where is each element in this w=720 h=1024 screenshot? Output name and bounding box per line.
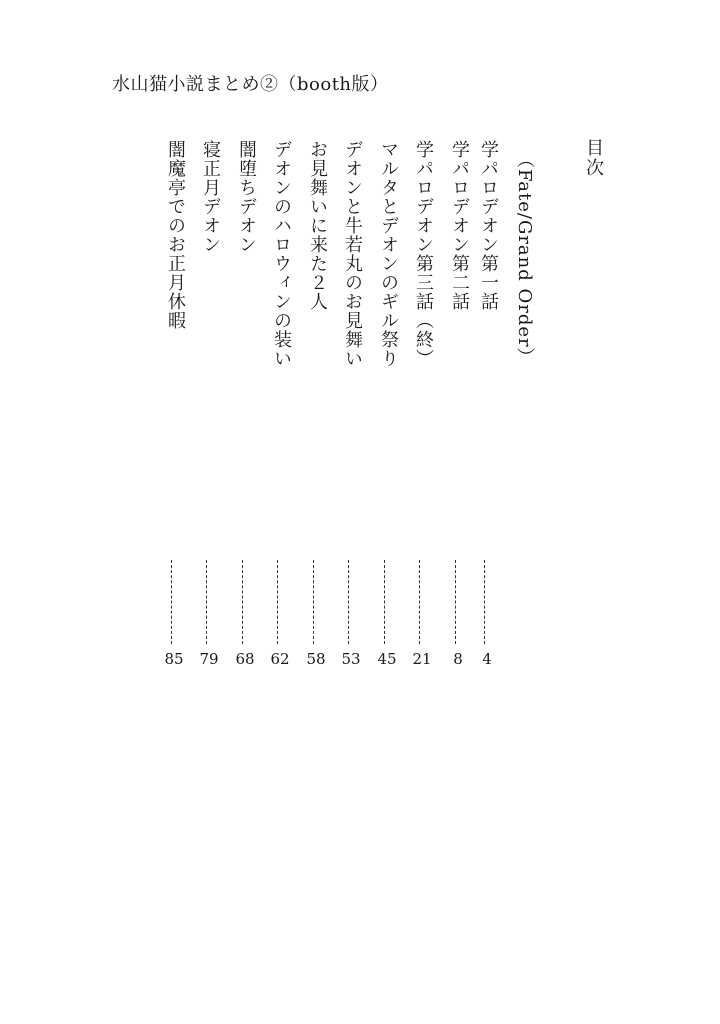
dotted-leader (313, 560, 314, 644)
dotted-leader (206, 560, 207, 644)
dotted-leader (348, 560, 349, 644)
toc-entry[interactable] (265, 140, 295, 680)
toc-series-label (508, 140, 538, 680)
toc-entry-title: マルタとデオンのギル祭り (378, 140, 399, 368)
toc-entry[interactable] (372, 140, 402, 680)
toc-entry-page: 79 (199, 650, 219, 668)
toc-entry-page: 21 (412, 650, 432, 668)
toc-entry-page: 45 (377, 650, 397, 668)
toc-entry-title: 学パロデオン第三話（終） (413, 140, 434, 368)
toc-entry-title: 学パロデオン第二話 (449, 140, 470, 311)
dotted-leader (419, 560, 420, 644)
toc-entry-page: 62 (270, 650, 290, 668)
dotted-leader (384, 560, 385, 644)
toc-entry[interactable] (407, 140, 437, 680)
toc-entry-title: （Fate/Grand Order） (514, 150, 535, 367)
toc-entry-title: 学パロデオン第一話 (478, 140, 499, 311)
toc-entry[interactable] (443, 140, 473, 680)
toc-entry-title: 闇堕ちデオン (236, 140, 257, 254)
toc-entry-title: お見舞いに来た２人 (307, 140, 328, 311)
dotted-leader (484, 560, 485, 644)
toc-entry-page: 85 (164, 650, 184, 668)
toc-entry[interactable] (472, 140, 502, 680)
dotted-leader (171, 560, 172, 644)
toc-entry[interactable] (194, 140, 224, 680)
toc-entry-title: デオンのハロウィンの装い (271, 140, 292, 368)
dotted-leader (455, 560, 456, 644)
toc-entry-title: 寝正月デオン (200, 140, 221, 254)
toc-entry[interactable] (230, 140, 260, 680)
toc-heading: 目次 (583, 138, 604, 178)
toc-entry[interactable] (159, 140, 189, 680)
toc-entry-page: 68 (235, 650, 255, 668)
toc-entry[interactable] (301, 140, 331, 680)
toc-entry-page: 8 (453, 650, 463, 668)
toc-entry-page: 4 (482, 650, 492, 668)
document-title: 水山猫小説まとめ②（booth版） (112, 74, 389, 95)
toc-entry-page: 58 (306, 650, 326, 668)
toc-entry-title: デオンと牛若丸のお見舞い (342, 140, 363, 368)
toc-entry-page: 53 (341, 650, 361, 668)
dotted-leader (277, 560, 278, 644)
toc-entry[interactable] (336, 140, 366, 680)
dotted-leader (242, 560, 243, 644)
toc-entry-title: 闇魔亭でのお正月休暇 (165, 140, 186, 330)
